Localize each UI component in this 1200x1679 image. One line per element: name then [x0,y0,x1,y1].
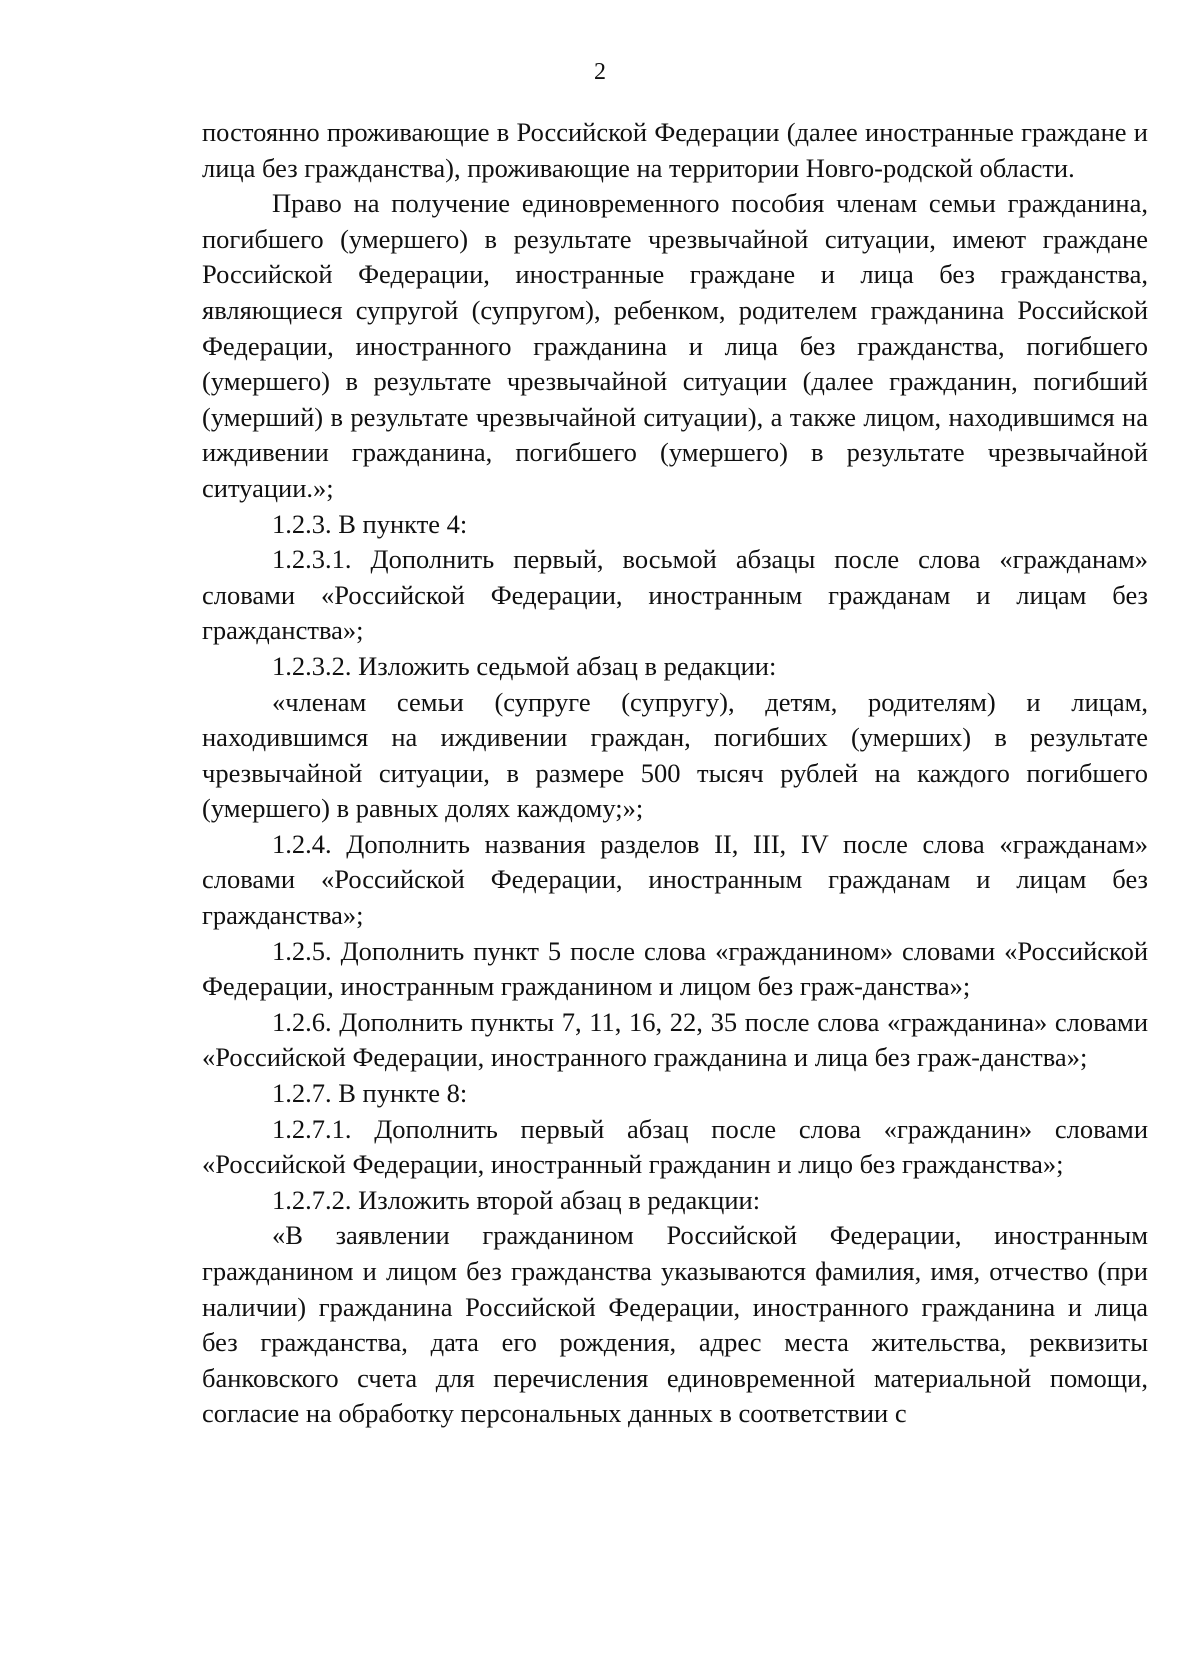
paragraph-1-2-6: 1.2.6. Дополнить пункты 7, 11, 16, 22, 35 после слова «гражданина» словами «Российской Федерации, иностранного гражданина и лица без граж-данства»; [202,1006,1148,1073]
document-body [202,115,1148,1432]
paragraph-right-to-allowance: Право на получение единовременного пособия членам семьи гражданина, погибшего (умершего) в результате чрезвычайной ситуации, имеют граждане Российской Федерации, иностранные граждане и лица без гражданства, являющиеся супругой (супругом), ребенком, родителем гражданина Российской Федерации, иностранного гражданина и лица без гражданства, погибшего (умершего) в результате чрезвычайной ситуации (далее гражданин, погибший (умерший) в результате чрезвычайной ситуации), а также лицом, находившимся на иждивении гражданина, погибшего (умершего) в результате чрезвычайной ситуации.»; [202,188,1148,503]
paragraph-1-2-7-1: 1.2.7.1. Дополнить первый абзац после слова «гражданин» словами «Российской Федерации, иностранный гражданин и лицо без гражданства»; [202,1113,1148,1180]
paragraph-1-2-7-2: 1.2.7.2. Изложить второй абзац в редакции: [272,1184,761,1215]
page-number: 2 [594,59,606,85]
paragraph-1-2-3-2: 1.2.3.2. Изложить седьмой абзац в редакции: [272,650,777,681]
paragraph-1-2-3: 1.2.3. В пункте 4: [272,508,468,539]
paragraph-continuation: постоянно проживающие в Российской Федерации (далее иностранные граждане и лица без гражданства), проживающие на территории Новго-родской области. [202,117,1148,183]
paragraph-1-2-7: 1.2.7. В пункте 8: [272,1078,468,1109]
paragraph-1-2-3-1: 1.2.3.1. Дополнить первый, восьмой абзацы после слова «гражданам» словами «Российской Федерации, иностранным гражданам и лицам без гражданства»; [202,544,1148,646]
paragraph-quoted-application: «В заявлении гражданином Российской Федерации, иностранным гражданином и лицом без гражданства указываются фамилия, имя, отчество (при наличии) гражданина Российской Федерации, иностранного гражданина и лица без гражданства, дата его рождения, адрес места жительства, реквизиты банковского счета для перечисления единовременной материальной помощи, согласие на обработку персональных данных в соответствии с [202,1220,1148,1429]
paragraph-1-2-4: 1.2.4. Дополнить названия разделов II, III, IV после слова «гражданам» словами «Российской Федерации, иностранным гражданам и лицам без гражданства»; [202,828,1148,931]
paragraph-quoted-seventh: «членам семьи (супруге (супругу), детям, родителям) и лицам, находившимся на иждивении граждан, погибших (умерших) в результате чрезвычайной ситуации, в размере 500 тысяч рублей на каждого погибшего (умершего) в равных долях каждому;»; [202,686,1148,824]
paragraph-1-2-5: 1.2.5. Дополнить пункт 5 после слова «гражданином» словами «Российской Федерации, иностранным гражданином и лицом без граж-данства»; [202,935,1148,1002]
